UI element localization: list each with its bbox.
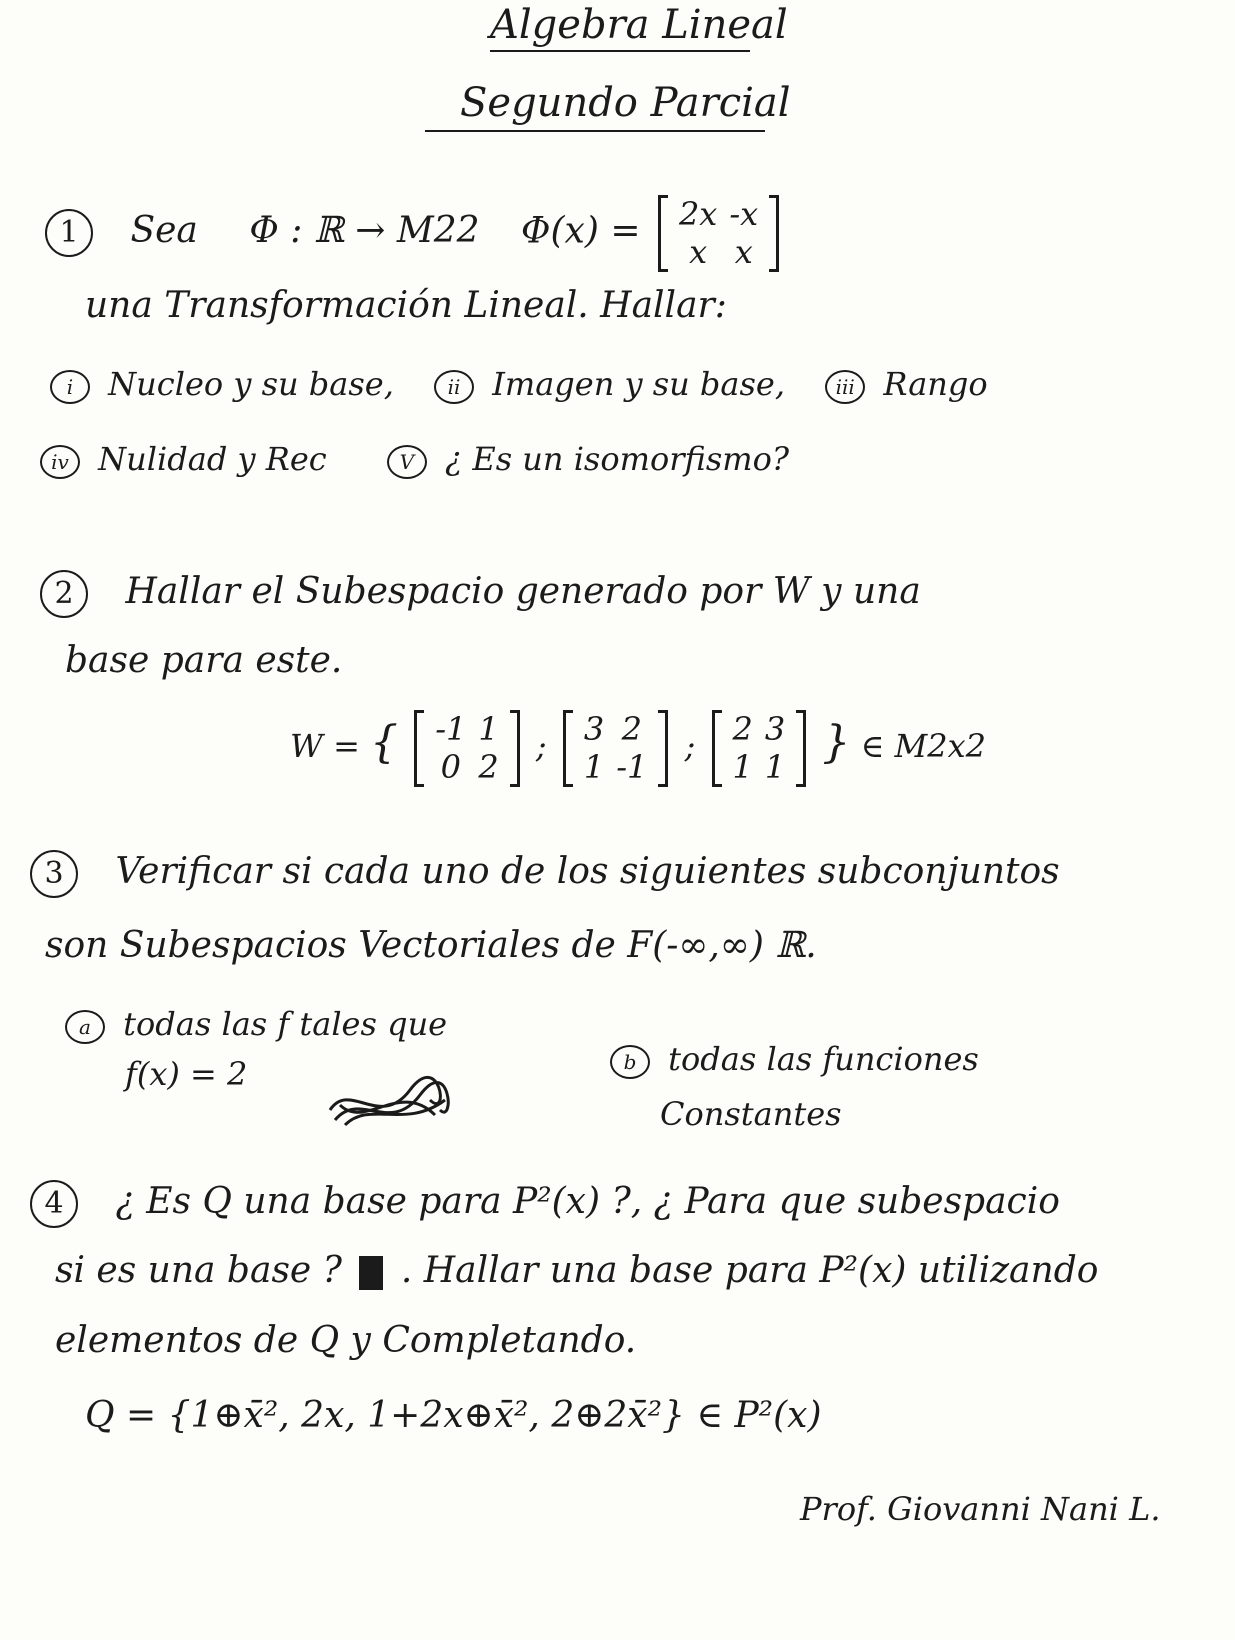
question-3-line-1: [30, 850, 1060, 898]
item-iv-text: Nulidad y Rec: [98, 440, 327, 478]
w-matrix-cell: 2: [732, 710, 753, 748]
question-3-line-2: son Subespacios Vectoriales de F(-∞,∞) ℝ.: [45, 925, 817, 966]
q1-func: Φ(x) =: [520, 210, 641, 252]
scribble-mark: [320, 1070, 460, 1140]
question-3a-line-2: f(x) = 2: [125, 1055, 248, 1093]
question-4-number: 4: [30, 1180, 78, 1228]
exam-subtitle: Segundo Parcial: [460, 80, 791, 126]
item-a-text: todas las f tales que: [123, 1005, 448, 1043]
item-i-text: Nucleo y su base,: [108, 365, 394, 403]
question-3a-line-1: [65, 1005, 447, 1044]
q1-sea: Sea: [130, 210, 198, 252]
item-a-tag: a: [65, 1010, 105, 1044]
question-3b-line-1: [610, 1040, 979, 1079]
w-matrix-cell: 1: [478, 710, 499, 748]
item-iv-tag: iv: [40, 445, 80, 479]
item-iii-tag: iii: [825, 370, 865, 404]
q4-text-2b: . Hallar una base para P²(x) utilizando: [400, 1250, 1099, 1291]
w-matrix-cell: 1: [764, 748, 786, 787]
q4-text: ¿ Es Q una base para P²(x) ?, ¿ Para que subespacio: [115, 1181, 1060, 1222]
w-close-brace: }: [822, 716, 851, 768]
q1-matrix-cell: x: [689, 233, 708, 272]
exam-title: Algebra Lineal: [490, 2, 788, 48]
q3-text: Verificar si cada uno de los siguientes subconjuntos: [115, 851, 1060, 892]
question-2-number: 2: [40, 570, 88, 618]
question-1-line-1: [45, 195, 785, 272]
w-matrix-cell: 1: [732, 748, 753, 787]
item-ii-text: Imagen y su base,: [492, 365, 786, 403]
w-matrix-cell: -1: [616, 748, 648, 787]
question-4-line-2: [55, 1250, 1098, 1291]
item-v-text: ¿ Es un isomorfismo?: [445, 440, 790, 478]
w-matrix-3: [712, 710, 807, 787]
w-sep: ;: [684, 726, 696, 765]
q1-matrix-cell: 2x: [678, 195, 718, 233]
question-1-items-row-1: [50, 365, 988, 404]
question-2-set: [290, 710, 986, 787]
title-underline: [490, 50, 750, 52]
item-v-tag: V: [387, 445, 427, 479]
item-i-tag: i: [50, 370, 90, 404]
item-b-tag: b: [610, 1045, 650, 1079]
q1-map: Φ : ℝ → M22: [249, 210, 480, 252]
q2-text: Hallar el Subespacio generado por W y una: [125, 571, 921, 612]
question-4-line-1: [30, 1180, 1060, 1228]
question-4-line-3: elementos de Q y Completando.: [55, 1320, 637, 1361]
question-2-line-2: base para este.: [65, 640, 343, 681]
item-b-text: todas las funciones: [668, 1040, 979, 1078]
w-matrix-cell: 2: [621, 710, 642, 748]
question-1-items-row-2: [40, 440, 789, 479]
q1-matrix: [658, 195, 779, 272]
question-1-number: 1: [45, 209, 93, 257]
question-3-number: 3: [30, 850, 78, 898]
w-matrix-2: [563, 710, 669, 787]
w-matrix-cell: 1: [583, 748, 605, 787]
question-3b-line-2: Constantes: [660, 1095, 842, 1133]
w-matrix-cell: 2: [478, 748, 499, 787]
q1-matrix-cell: -x: [729, 195, 759, 233]
q1-matrix-cell: x: [734, 233, 753, 272]
w-matrix-cell: 3: [583, 710, 605, 748]
item-iii-text: Rango: [883, 365, 988, 403]
question-4-set: Q = {1⊕x̄², 2x, 1+2x⊕x̄², 2⊕2x̄²} ∈ P²(x): [85, 1395, 822, 1436]
w-sep: ;: [535, 726, 547, 765]
question-2-line-1: [40, 570, 921, 618]
question-1-line-2: una Transformación Lineal. Hallar:: [85, 285, 727, 326]
subtitle-underline: [425, 130, 765, 132]
item-ii-tag: ii: [434, 370, 474, 404]
w-matrix-cell: 3: [764, 710, 786, 748]
professor-signature: Prof. Giovanni Nani L.: [800, 1490, 1161, 1528]
w-open-brace: {: [370, 716, 399, 768]
w-space: ∈ M2x2: [860, 726, 986, 765]
q4-text-2a: si es una base ?: [55, 1250, 342, 1291]
w-matrix-1: [414, 710, 520, 787]
ink-blot: [359, 1256, 383, 1290]
w-matrix-cell: -1: [435, 710, 467, 748]
w-label: W =: [290, 726, 360, 765]
w-matrix-cell: 0: [440, 748, 461, 787]
